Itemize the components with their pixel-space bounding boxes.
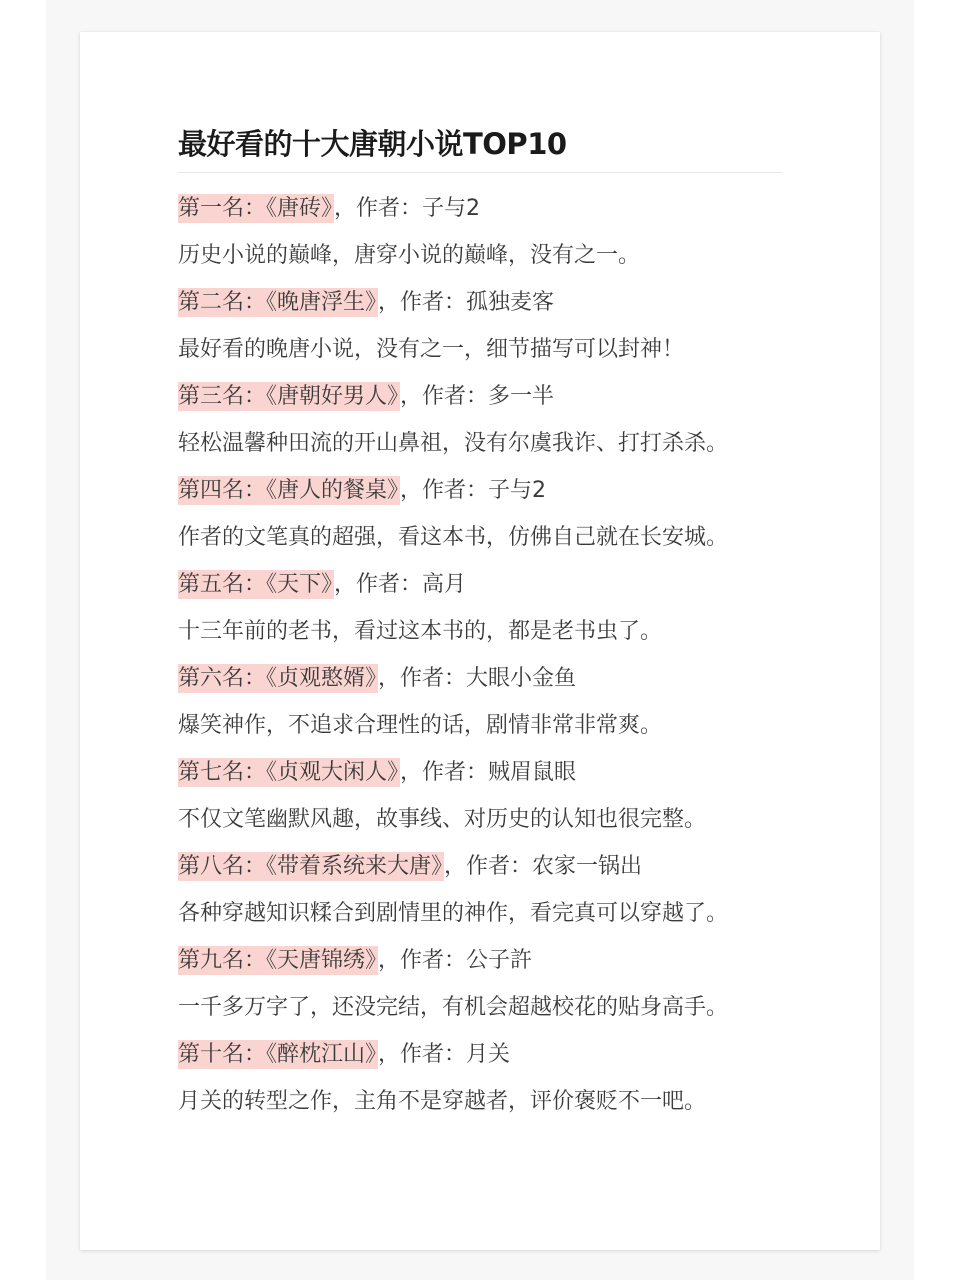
author-text: ，作者：公子許 bbox=[378, 948, 533, 973]
article-card bbox=[80, 32, 880, 1250]
entry-6 bbox=[178, 657, 782, 751]
author-text: ，作者：多一半 bbox=[400, 384, 555, 409]
entry-description: 不仅文笔幽默风趣，故事线、对历史的认知也很完整。 bbox=[178, 807, 707, 832]
entry-description: 最好看的晚唐小说，没有之一，细节描写可以封神！ bbox=[178, 337, 685, 362]
article-content bbox=[178, 120, 782, 1127]
rank-label: 第五名：《天下》 bbox=[178, 572, 333, 597]
entry-heading bbox=[178, 469, 782, 516]
entry-heading bbox=[178, 375, 782, 422]
entry-description: 轻松温馨种田流的开山鼻祖，没有尔虞我诈、打打杀杀。 bbox=[178, 431, 729, 456]
author-text: ，作者：子与2 bbox=[400, 478, 547, 503]
rank-label: 第七名：《贞观大闲人》 bbox=[178, 760, 399, 785]
title-divider bbox=[178, 172, 782, 173]
entry-5 bbox=[178, 563, 782, 657]
entry-3 bbox=[178, 375, 782, 469]
entry-heading bbox=[178, 187, 782, 234]
rank-label: 第九名：《天唐锦绣》 bbox=[178, 948, 377, 973]
entry-description: 十三年前的老书，看过这本书的，都是老书虫了。 bbox=[178, 619, 663, 644]
entry-description: 爆笑神作，不追求合理性的话，剧情非常非常爽。 bbox=[178, 713, 663, 738]
rank-label: 第八名：《带着系统来大唐》 bbox=[178, 854, 443, 879]
entry-heading bbox=[178, 1033, 782, 1080]
entry-description: 作者的文笔真的超强，看这本书，仿佛自己就在长安城。 bbox=[178, 525, 729, 550]
rank-label: 第四名：《唐人的餐桌》 bbox=[178, 478, 399, 503]
rank-label: 第三名：《唐朝好男人》 bbox=[178, 384, 399, 409]
article-title: 最好看的十大唐朝小说TOP10 bbox=[178, 127, 567, 161]
entry-heading bbox=[178, 751, 782, 798]
rank-label: 第一名：《唐砖》 bbox=[178, 196, 333, 221]
entry-heading bbox=[178, 845, 782, 892]
rank-label: 第六名：《贞观憨婿》 bbox=[178, 666, 377, 691]
entry-description: 各种穿越知识糅合到剧情里的神作，看完真可以穿越了。 bbox=[178, 901, 729, 926]
rank-label: 第二名：《晚唐浮生》 bbox=[178, 290, 377, 315]
entry-9 bbox=[178, 939, 782, 1033]
entry-description: 一千多万字了，还没完结，有机会超越校花的贴身高手。 bbox=[178, 995, 729, 1020]
entry-heading bbox=[178, 563, 782, 610]
author-text: ，作者：高月 bbox=[334, 572, 467, 597]
author-text: ，作者：大眼小金鱼 bbox=[378, 666, 577, 691]
author-text: ，作者：子与2 bbox=[334, 196, 481, 221]
entry-heading bbox=[178, 939, 782, 986]
author-text: ，作者：孤独麦客 bbox=[378, 290, 555, 315]
entry-10 bbox=[178, 1033, 782, 1127]
author-text: ，作者：月关 bbox=[378, 1042, 511, 1067]
rank-label: 第十名：《醉枕江山》 bbox=[178, 1042, 377, 1067]
entry-description: 月关的转型之作，主角不是穿越者，评价褒贬不一吧。 bbox=[178, 1089, 707, 1114]
entry-1 bbox=[178, 187, 782, 281]
author-text: ，作者：农家一锅出 bbox=[444, 854, 643, 879]
entry-4 bbox=[178, 469, 782, 563]
entry-heading bbox=[178, 657, 782, 704]
author-text: ，作者：贼眉鼠眼 bbox=[400, 760, 577, 785]
entry-heading bbox=[178, 281, 782, 328]
entry-7 bbox=[178, 751, 782, 845]
entry-2 bbox=[178, 281, 782, 375]
entry-description: 历史小说的巅峰，唐穿小说的巅峰，没有之一。 bbox=[178, 243, 641, 268]
entry-8 bbox=[178, 845, 782, 939]
